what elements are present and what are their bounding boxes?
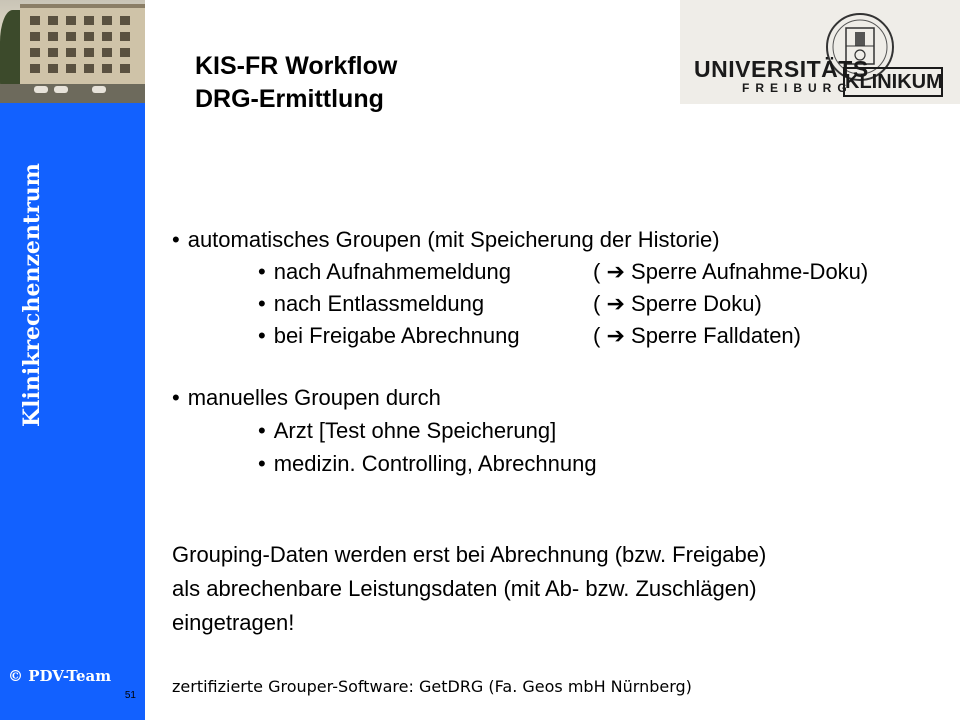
page-title bbox=[195, 50, 397, 116]
sub-bullet-text: medizin. Controlling, Abrechnung bbox=[273, 451, 597, 476]
sub-bullet-note-discharge: ( ➔ Sperre Doku) bbox=[593, 291, 762, 316]
bullet-manual-grouping bbox=[172, 385, 441, 411]
sub-bullet-discharge bbox=[258, 291, 484, 317]
title-line-1: KIS-FR Workflow bbox=[195, 52, 398, 80]
sub-bullet-text: nach Entlassmeldung bbox=[273, 291, 485, 316]
bullet-icon: • bbox=[258, 451, 266, 476]
logo-text-klinikum: KLINIKUM bbox=[843, 67, 943, 97]
arrow-right-icon: ➔ bbox=[606, 323, 625, 348]
sub-bullet-text: nach Aufnahmemeldung bbox=[273, 259, 511, 284]
sub-bullet-billing-release bbox=[258, 323, 520, 349]
paragraph-line-3: eingetragen! bbox=[172, 610, 295, 635]
vertical-title-text: Klinikrechenzentrum bbox=[19, 163, 46, 427]
title-line-2: DRG-Ermittlung bbox=[195, 85, 384, 113]
logo-text-freiburg: FREIBURG bbox=[742, 81, 853, 95]
sub-bullet-text: bei Freigabe Abrechnung bbox=[273, 323, 520, 348]
building-photo bbox=[0, 0, 145, 103]
bullet-text: automatisches Groupen (mit Speicherung der Historie) bbox=[187, 227, 720, 252]
vertical-title bbox=[14, 150, 50, 440]
sub-bullet-admission bbox=[258, 259, 511, 285]
sub-bullet-doctor bbox=[258, 418, 556, 444]
university-logo bbox=[680, 0, 960, 104]
sidebar bbox=[0, 0, 145, 720]
sub-bullet-note-billing-release: ( ➔ Sperre Falldaten) bbox=[593, 323, 801, 348]
sub-bullet-controlling bbox=[258, 451, 597, 477]
footer-note: zertifizierte Grouper-Software: GetDRG (Fa. Geos mbH Nürnberg) bbox=[172, 677, 692, 696]
bullet-icon: • bbox=[258, 418, 266, 443]
bullet-icon: • bbox=[258, 259, 266, 284]
copyright-label: © PDV-Team bbox=[8, 667, 112, 685]
arrow-right-icon: ➔ bbox=[606, 291, 625, 316]
paragraph-line-1: Grouping-Daten werden erst bei Abrechnung (bzw. Freigabe) bbox=[172, 542, 767, 567]
bullet-text: manuelles Groupen durch bbox=[187, 385, 441, 410]
page-number: 51 bbox=[124, 690, 136, 701]
logo-text-universitaets: UNIVERSITÄTS bbox=[694, 56, 869, 82]
bullet-icon: • bbox=[172, 227, 180, 252]
sub-bullet-text: Arzt [Test ohne Speicherung] bbox=[273, 418, 557, 443]
bullet-icon: • bbox=[172, 385, 180, 410]
arrow-right-icon: ➔ bbox=[606, 259, 625, 284]
bullet-icon: • bbox=[258, 291, 266, 316]
bullet-icon: • bbox=[258, 323, 266, 348]
paragraph-line-2: als abrechenbare Leistungsdaten (mit Ab- bzw. Zuschlägen) bbox=[172, 576, 757, 601]
sub-bullet-note-admission: ( ➔ Sperre Aufnahme-Doku) bbox=[593, 259, 869, 284]
bullet-auto-grouping bbox=[172, 227, 720, 253]
